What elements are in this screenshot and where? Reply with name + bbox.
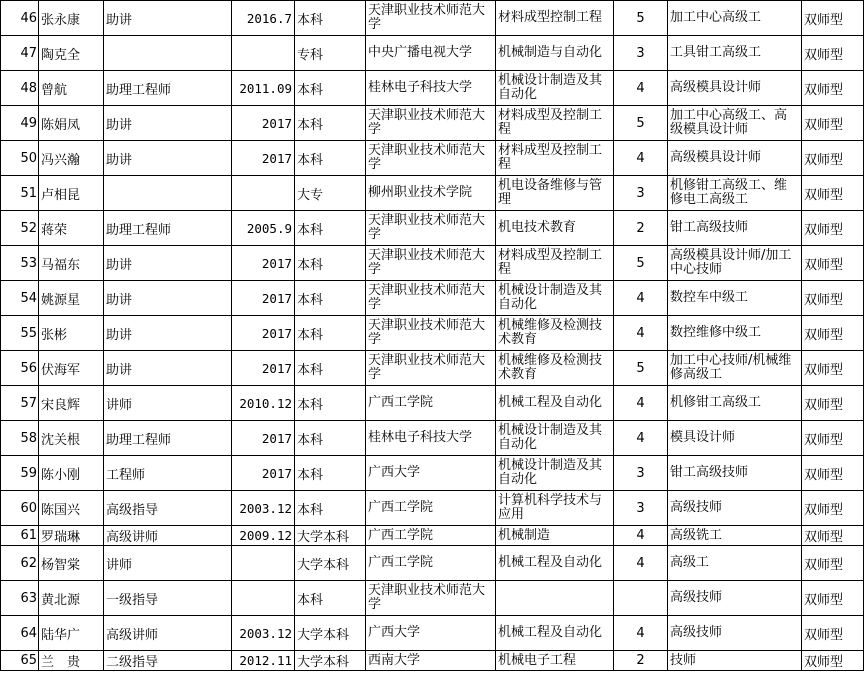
table-row	[1, 456, 864, 491]
teacher-name-cell: 伏海军	[39, 351, 104, 386]
graduate-school-cell: 中央广播电视大学	[366, 36, 496, 71]
table-row	[1, 351, 864, 386]
teacher-type-cell: 双师型	[802, 316, 864, 351]
qualification-certificate-cell: 加工中心技师/机械维修高级工	[668, 351, 802, 386]
professional-title-cell: 讲师	[104, 386, 232, 421]
title-date-cell: 2017	[232, 141, 295, 176]
teacher-name-cell: 陈小刚	[39, 456, 104, 491]
graduate-school-cell: 天津职业技术师范大学	[366, 141, 496, 176]
professional-title-cell: 助讲	[104, 316, 232, 351]
degree-cell: 大学本科	[295, 616, 366, 651]
graduate-school-cell: 广西大学	[366, 616, 496, 651]
teacher-type-cell: 双师型	[802, 546, 864, 581]
years-cell: 4	[614, 141, 668, 176]
teacher-name-cell: 冯兴瀚	[39, 141, 104, 176]
table-row	[1, 316, 864, 351]
teacher-type-cell: 双师型	[802, 71, 864, 106]
teacher-name-cell: 马福东	[39, 246, 104, 281]
graduate-school-cell: 柳州职业技术学院	[366, 176, 496, 211]
row-number-cell: 53	[1, 246, 39, 281]
teacher-name-cell: 张彬	[39, 316, 104, 351]
teacher-name-cell: 蒋荣	[39, 211, 104, 246]
graduate-school-cell: 桂林电子科技大学	[366, 421, 496, 456]
professional-title-cell: 助讲	[104, 246, 232, 281]
row-number-cell: 54	[1, 281, 39, 316]
professional-title-cell	[104, 176, 232, 211]
title-date-cell	[232, 36, 295, 71]
degree-cell: 本科	[295, 1, 366, 36]
professional-title-cell: 助讲	[104, 1, 232, 36]
professional-title-cell: 助讲	[104, 106, 232, 141]
years-cell: 4	[614, 616, 668, 651]
title-date-cell	[232, 581, 295, 616]
table-row	[1, 651, 864, 671]
degree-cell: 大专	[295, 176, 366, 211]
qualification-certificate-cell: 技师	[668, 651, 802, 671]
graduate-school-cell: 天津职业技术师范大学	[366, 1, 496, 36]
years-cell: 3	[614, 176, 668, 211]
teacher-type-cell: 双师型	[802, 176, 864, 211]
table-row	[1, 581, 864, 616]
row-number-cell: 46	[1, 1, 39, 36]
row-number-cell: 62	[1, 546, 39, 581]
teacher-type-cell: 双师型	[802, 491, 864, 526]
table-row	[1, 1, 864, 36]
years-cell: 3	[614, 456, 668, 491]
major-cell	[496, 581, 614, 616]
row-number-cell: 50	[1, 141, 39, 176]
table-row	[1, 246, 864, 281]
title-date-cell: 2016.7	[232, 1, 295, 36]
row-number-cell: 63	[1, 581, 39, 616]
years-cell: 5	[614, 246, 668, 281]
teacher-type-cell: 双师型	[802, 386, 864, 421]
qualification-certificate-cell: 高级技师	[668, 581, 802, 616]
professional-title-cell: 助理工程师	[104, 421, 232, 456]
teacher-name-cell: 陆华广	[39, 616, 104, 651]
degree-cell: 本科	[295, 71, 366, 106]
title-date-cell: 2017	[232, 351, 295, 386]
teacher-type-cell: 双师型	[802, 526, 864, 546]
qualification-certificate-cell: 工具钳工高级工	[668, 36, 802, 71]
graduate-school-cell: 广西大学	[366, 456, 496, 491]
teacher-type-cell: 双师型	[802, 211, 864, 246]
major-cell: 机械维修及检测技术教育	[496, 316, 614, 351]
table-row	[1, 386, 864, 421]
row-number-cell: 51	[1, 176, 39, 211]
professional-title-cell: 一级指导	[104, 581, 232, 616]
years-cell: 2	[614, 211, 668, 246]
teacher-type-cell: 双师型	[802, 581, 864, 616]
qualification-certificate-cell: 钳工高级技师	[668, 456, 802, 491]
years-cell: 5	[614, 106, 668, 141]
row-number-cell: 64	[1, 616, 39, 651]
major-cell: 机械工程及自动化	[496, 616, 614, 651]
table-row	[1, 526, 864, 546]
years-cell: 5	[614, 1, 668, 36]
professional-title-cell: 助理工程师	[104, 211, 232, 246]
degree-cell: 大学本科	[295, 651, 366, 671]
qualification-certificate-cell: 高级铣工	[668, 526, 802, 546]
major-cell: 机械工程及自动化	[496, 546, 614, 581]
professional-title-cell: 助讲	[104, 141, 232, 176]
graduate-school-cell: 天津职业技术师范大学	[366, 581, 496, 616]
teacher-name-cell: 沈关根	[39, 421, 104, 456]
years-cell	[614, 581, 668, 616]
title-date-cell: 2012.11	[232, 651, 295, 671]
degree-cell: 本科	[295, 106, 366, 141]
table-row	[1, 71, 864, 106]
title-date-cell: 2017	[232, 281, 295, 316]
major-cell: 机械设计制造及其自动化	[496, 281, 614, 316]
title-date-cell: 2017	[232, 246, 295, 281]
table-row	[1, 421, 864, 456]
teacher-name-cell: 张永康	[39, 1, 104, 36]
graduate-school-cell: 广西工学院	[366, 546, 496, 581]
row-number-cell: 61	[1, 526, 39, 546]
degree-cell: 本科	[295, 421, 366, 456]
teacher-name-cell: 陶克全	[39, 36, 104, 71]
degree-cell: 本科	[295, 281, 366, 316]
graduate-school-cell: 天津职业技术师范大学	[366, 211, 496, 246]
teacher-name-cell: 宋良辉	[39, 386, 104, 421]
major-cell: 机械制造	[496, 526, 614, 546]
row-number-cell: 48	[1, 71, 39, 106]
degree-cell: 本科	[295, 246, 366, 281]
major-cell: 机械设计制造及其自动化	[496, 456, 614, 491]
title-date-cell: 2017	[232, 106, 295, 141]
graduate-school-cell: 广西工学院	[366, 386, 496, 421]
major-cell: 机械电子工程	[496, 651, 614, 671]
title-date-cell	[232, 546, 295, 581]
qualification-certificate-cell: 钳工高级技师	[668, 211, 802, 246]
staff-table-body	[1, 1, 864, 671]
row-number-cell: 58	[1, 421, 39, 456]
row-number-cell: 49	[1, 106, 39, 141]
major-cell: 材料成型及控制工程	[496, 246, 614, 281]
major-cell: 机电设备维修与管理	[496, 176, 614, 211]
qualification-certificate-cell: 机修钳工高级工	[668, 386, 802, 421]
major-cell: 材料成型及控制工程	[496, 106, 614, 141]
qualification-certificate-cell: 高级技师	[668, 491, 802, 526]
teacher-name-cell: 黄北源	[39, 581, 104, 616]
row-number-cell: 47	[1, 36, 39, 71]
qualification-certificate-cell: 高级模具设计师	[668, 71, 802, 106]
row-number-cell: 55	[1, 316, 39, 351]
table-row	[1, 141, 864, 176]
professional-title-cell: 高级讲师	[104, 616, 232, 651]
major-cell: 机械维修及检测技术教育	[496, 351, 614, 386]
teacher-type-cell: 双师型	[802, 1, 864, 36]
row-number-cell: 60	[1, 491, 39, 526]
degree-cell: 本科	[295, 211, 366, 246]
qualification-certificate-cell: 机修钳工高级工、维修电工高级工	[668, 176, 802, 211]
years-cell: 3	[614, 491, 668, 526]
teacher-type-cell: 双师型	[802, 651, 864, 671]
qualification-certificate-cell: 高级模具设计师	[668, 141, 802, 176]
degree-cell: 本科	[295, 491, 366, 526]
qualification-certificate-cell: 高级技师	[668, 616, 802, 651]
professional-title-cell: 高级指导	[104, 491, 232, 526]
table-row	[1, 211, 864, 246]
major-cell: 机电技术教育	[496, 211, 614, 246]
row-number-cell: 59	[1, 456, 39, 491]
major-cell: 材料成型及控制工程	[496, 141, 614, 176]
graduate-school-cell: 西南大学	[366, 651, 496, 671]
degree-cell: 大学本科	[295, 546, 366, 581]
teacher-name-cell: 姚源星	[39, 281, 104, 316]
teacher-type-cell: 双师型	[802, 616, 864, 651]
qualification-certificate-cell: 加工中心高级工	[668, 1, 802, 36]
qualification-certificate-cell: 高级模具设计师/加工中心技师	[668, 246, 802, 281]
degree-cell: 本科	[295, 456, 366, 491]
graduate-school-cell: 天津职业技术师范大学	[366, 351, 496, 386]
professional-title-cell: 工程师	[104, 456, 232, 491]
teacher-name-cell: 曾航	[39, 71, 104, 106]
teacher-type-cell: 双师型	[802, 281, 864, 316]
major-cell: 机械设计制造及其自动化	[496, 71, 614, 106]
professional-title-cell: 助讲	[104, 351, 232, 386]
qualification-certificate-cell: 高级工	[668, 546, 802, 581]
title-date-cell	[232, 176, 295, 211]
years-cell: 4	[614, 316, 668, 351]
major-cell: 机械设计制造及其自动化	[496, 421, 614, 456]
teacher-type-cell: 双师型	[802, 246, 864, 281]
degree-cell: 专科	[295, 36, 366, 71]
years-cell: 4	[614, 71, 668, 106]
graduate-school-cell: 广西工学院	[366, 491, 496, 526]
row-number-cell: 57	[1, 386, 39, 421]
major-cell: 计算机科学技术与应用	[496, 491, 614, 526]
professional-title-cell: 讲师	[104, 546, 232, 581]
teacher-type-cell: 双师型	[802, 36, 864, 71]
professional-title-cell: 二级指导	[104, 651, 232, 671]
row-number-cell: 52	[1, 211, 39, 246]
graduate-school-cell: 天津职业技术师范大学	[366, 281, 496, 316]
years-cell: 5	[614, 351, 668, 386]
degree-cell: 本科	[295, 141, 366, 176]
title-date-cell: 2017	[232, 421, 295, 456]
title-date-cell: 2009.12	[232, 526, 295, 546]
graduate-school-cell: 天津职业技术师范大学	[366, 106, 496, 141]
major-cell: 材料成型控制工程	[496, 1, 614, 36]
table-row	[1, 281, 864, 316]
table-row	[1, 176, 864, 211]
graduate-school-cell: 天津职业技术师范大学	[366, 316, 496, 351]
degree-cell: 本科	[295, 351, 366, 386]
teacher-type-cell: 双师型	[802, 351, 864, 386]
table-row	[1, 616, 864, 651]
teacher-type-cell: 双师型	[802, 456, 864, 491]
professional-title-cell	[104, 36, 232, 71]
title-date-cell: 2010.12	[232, 386, 295, 421]
qualification-certificate-cell: 模具设计师	[668, 421, 802, 456]
title-date-cell: 2011.09	[232, 71, 295, 106]
years-cell: 4	[614, 281, 668, 316]
teacher-name-cell: 杨智棠	[39, 546, 104, 581]
major-cell: 机械工程及自动化	[496, 386, 614, 421]
qualification-certificate-cell: 数控车中级工	[668, 281, 802, 316]
table-row	[1, 36, 864, 71]
professional-title-cell: 助讲	[104, 281, 232, 316]
degree-cell: 本科	[295, 316, 366, 351]
major-cell: 机械制造与自动化	[496, 36, 614, 71]
teacher-type-cell: 双师型	[802, 106, 864, 141]
years-cell: 4	[614, 546, 668, 581]
teacher-name-cell: 兰 贵	[39, 651, 104, 671]
teacher-name-cell: 陈国兴	[39, 491, 104, 526]
title-date-cell: 2017	[232, 456, 295, 491]
qualification-certificate-cell: 数控维修中级工	[668, 316, 802, 351]
years-cell: 2	[614, 651, 668, 671]
title-date-cell: 2017	[232, 316, 295, 351]
graduate-school-cell: 天津职业技术师范大学	[366, 246, 496, 281]
qualification-certificate-cell: 加工中心高级工、高级模具设计师	[668, 106, 802, 141]
years-cell: 3	[614, 36, 668, 71]
teacher-type-cell: 双师型	[802, 141, 864, 176]
title-date-cell: 2003.12	[232, 616, 295, 651]
years-cell: 4	[614, 421, 668, 456]
table-row	[1, 546, 864, 581]
teacher-name-cell: 罗瑞琳	[39, 526, 104, 546]
title-date-cell: 2005.9	[232, 211, 295, 246]
graduate-school-cell: 广西工学院	[366, 526, 496, 546]
degree-cell: 本科	[295, 386, 366, 421]
title-date-cell: 2003.12	[232, 491, 295, 526]
teacher-type-cell: 双师型	[802, 421, 864, 456]
years-cell: 4	[614, 526, 668, 546]
professional-title-cell: 高级讲师	[104, 526, 232, 546]
years-cell: 4	[614, 386, 668, 421]
row-number-cell: 65	[1, 651, 39, 671]
teacher-name-cell: 卢相昆	[39, 176, 104, 211]
graduate-school-cell: 桂林电子科技大学	[366, 71, 496, 106]
table-row	[1, 491, 864, 526]
degree-cell: 大学本科	[295, 526, 366, 546]
degree-cell: 本科	[295, 581, 366, 616]
teacher-name-cell: 陈娟凤	[39, 106, 104, 141]
row-number-cell: 56	[1, 351, 39, 386]
table-row	[1, 106, 864, 141]
professional-title-cell: 助理工程师	[104, 71, 232, 106]
